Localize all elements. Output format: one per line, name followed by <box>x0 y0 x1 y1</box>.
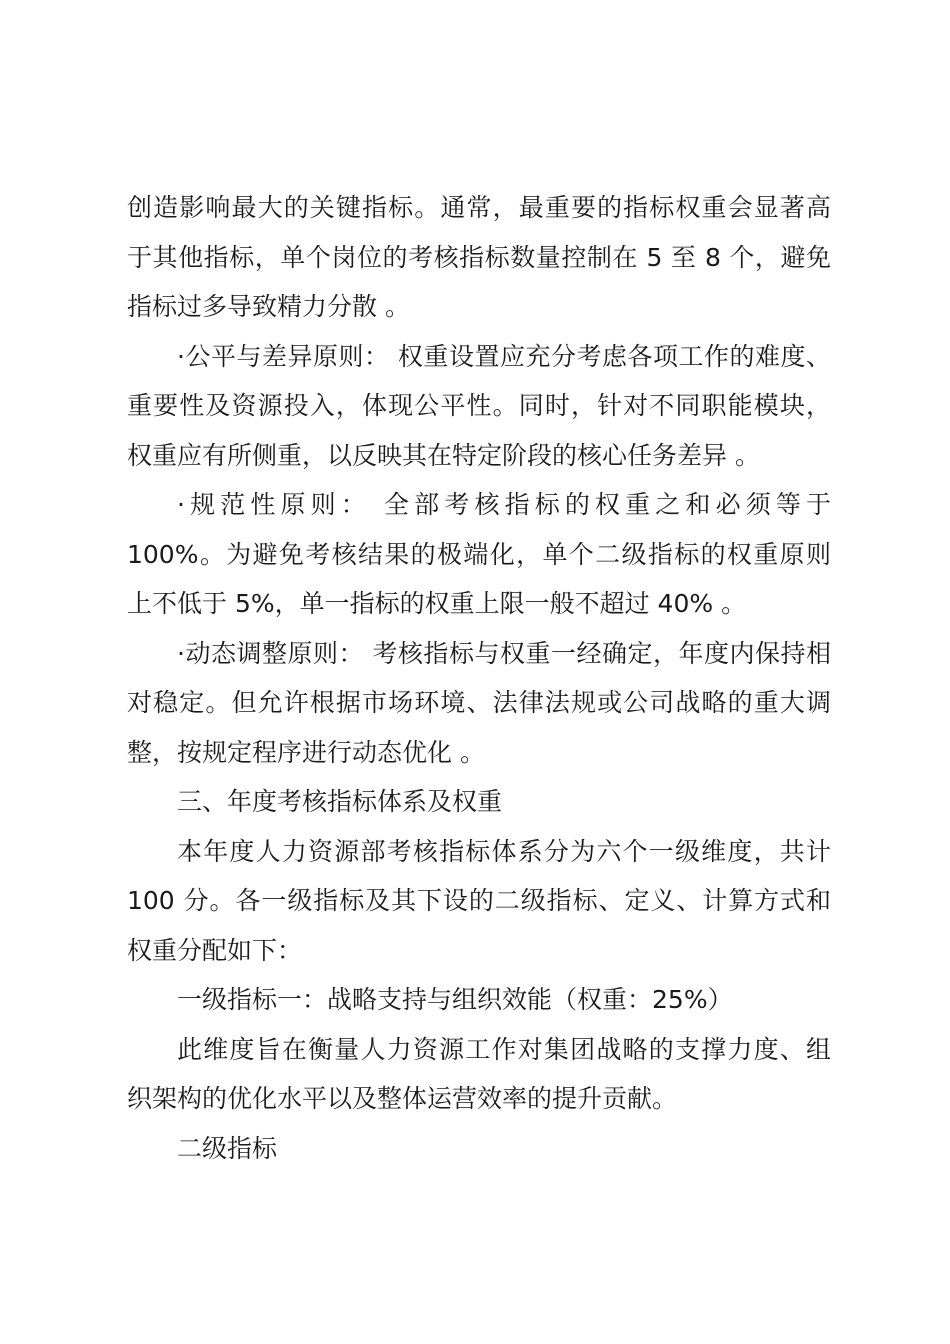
text-line: 上不低于 5%，单一指标的权重上限一般不超过 40% 。 <box>127 589 747 618</box>
paragraph-key-indicators <box>127 183 831 332</box>
paragraph-dynamic-principle <box>127 629 831 778</box>
text-line: 指标过多导致精力分散 。 <box>127 292 410 321</box>
document-body <box>127 183 831 1173</box>
text-line: ·规范性原则： 全部考核指标的权重之和必须等于 <box>177 490 831 519</box>
text-line: 对稳定。但允许根据市场环境、法律法规或公司战略的重大调 <box>127 688 831 717</box>
text-line: 权重分配如下： <box>127 935 303 965</box>
text-line: 100 分。各一级指标及其下设的二级指标、定义、计算方式和 <box>127 886 831 915</box>
paragraph-dimension-description <box>127 1025 831 1124</box>
text-line: 此维度旨在衡量人力资源工作对集团战略的支撑力度、组 <box>177 1034 831 1064</box>
text-line: ·公平与差异原则： 权重设置应充分考虑各项工作的难度、 <box>177 341 831 371</box>
text-line: 一级指标一：战略支持与组织效能（权重：25%） <box>177 985 733 1014</box>
text-line: ·动态调整原则： 考核指标与权重一经确定，年度内保持相 <box>177 638 831 668</box>
text-line: 于其他指标，单个岗位的考核指标数量控制在 5 至 8 个，避免 <box>127 242 831 272</box>
paragraph-fairness-principle <box>127 332 831 481</box>
text-line: 100%。为避免考核结果的极端化，单个二级指标的权重原则 <box>127 539 831 569</box>
text-line: 权重应有所侧重，以反映其在特定阶段的核心任务差异 。 <box>127 440 760 470</box>
text-line: 本年度人力资源部考核指标体系分为六个一级维度，共计 <box>177 836 831 866</box>
text-line: 重要性及资源投入，体现公平性。同时，针对不同职能模块， <box>127 391 831 420</box>
level-one-indicator-heading <box>127 975 831 1025</box>
text-line: 二级指标 <box>177 1133 278 1163</box>
section-heading <box>127 777 831 827</box>
level-two-indicator-heading <box>127 1124 831 1174</box>
text-line: 织架构的优化水平以及整体运营效率的提升贡献。 <box>127 1084 678 1113</box>
text-line: 三、年度考核指标体系及权重 <box>177 787 503 816</box>
text-line: 整，按规定程序进行动态优化 。 <box>127 737 485 767</box>
paragraph-system-overview <box>127 827 831 976</box>
paragraph-normative-principle <box>127 480 831 629</box>
text-line: 创造影响最大的关键指标。通常，最重要的指标权重会显著高 <box>127 193 831 222</box>
